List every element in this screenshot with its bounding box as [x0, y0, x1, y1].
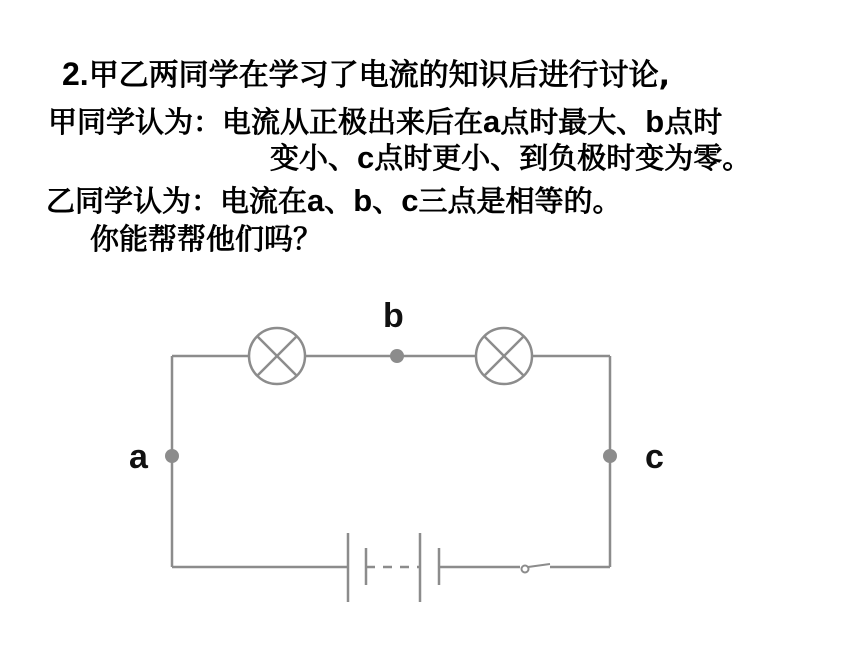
jia-point-b: b	[645, 104, 665, 139]
yi-text-1: 乙同学认为：电流在	[46, 184, 308, 218]
point-c-dot	[603, 449, 617, 463]
circuit-wires	[172, 356, 610, 567]
battery-icon	[348, 533, 439, 602]
point-a-dot	[165, 449, 179, 463]
jia-text-5: 点时更小、到负极时变为零。	[374, 141, 752, 175]
jia-point-c: c	[357, 140, 375, 175]
point-b-dot	[390, 349, 404, 363]
switch-icon	[522, 564, 551, 573]
lamp-2-icon	[476, 328, 532, 384]
jia-text-2: 点时最大、	[500, 105, 646, 139]
yi-point-b: b	[353, 183, 373, 218]
yi-sep-1: 、	[324, 184, 354, 218]
yi-point-a: a	[307, 183, 325, 218]
question-title-text: 甲乙两同学在学习了电流的知识后进行讨论,	[88, 58, 671, 93]
question-number: 2.	[62, 56, 89, 92]
yi-text-2: 三点是相等的。	[418, 184, 622, 218]
jia-text-1: 甲同学认为：电流从正极出来后在	[48, 105, 484, 139]
yi-sep-2: 、	[372, 184, 402, 218]
point-a-label: a	[129, 438, 148, 476]
jia-text-3: 点时	[664, 105, 723, 139]
point-b-label: b	[383, 297, 404, 335]
yi-point-c: c	[401, 183, 419, 218]
jia-point-a: a	[483, 104, 501, 139]
point-c-label: c	[645, 438, 664, 476]
help-question: 你能帮帮他们吗？	[90, 222, 323, 256]
jia-text-4: 变小、	[270, 141, 358, 175]
lamp-1-icon	[249, 328, 305, 384]
